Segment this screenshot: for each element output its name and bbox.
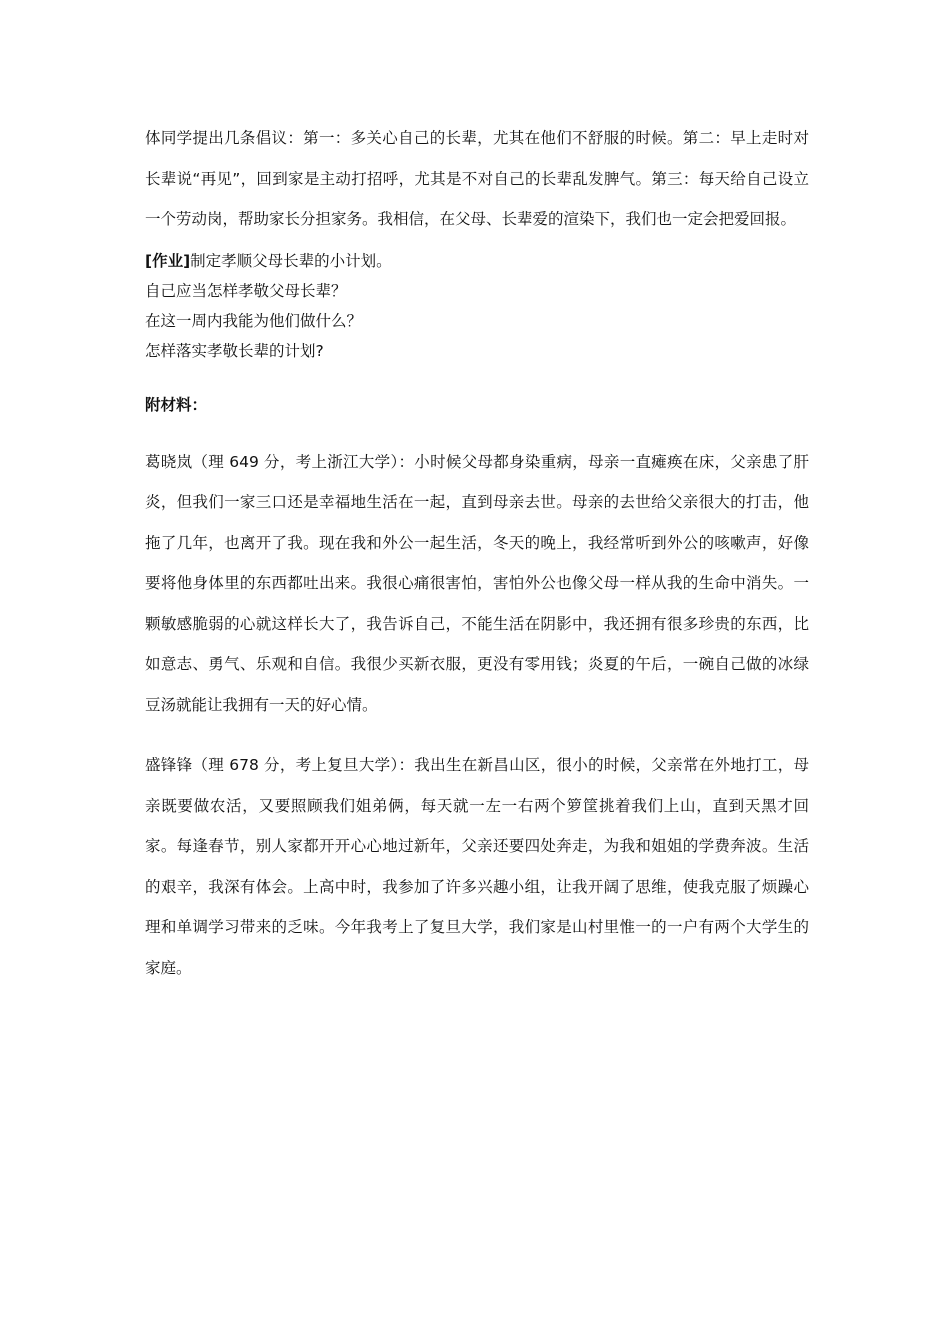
homework-label: [作业] — [145, 251, 191, 270]
homework-text: 制定孝顺父母长辈的小计划。 — [190, 251, 392, 270]
story-paragraph: 葛晓岚（理 649 分，考上浙江大学）：小时候父母都身染重病，母亲一直瘫痪在床，父亲患了肝炎，但我们一家三口还是幸福地生活在一起，直到母亲去世。母亲的去世给父亲很大的打击，他拖了几年，也离开了我。现在我和外公一起生活，冬天的晚上，我经常听到外公的咳嗽声，好像要将他身体里的东西都吐出来。我很心痛很害怕，害怕外公也像父母一样从我的生命中消失。一颗敏感脆弱的心就这样长大了，我告诉自己，不能生活在阴影中，我还拥有很多珍贵的东西，比如意志、勇气、乐观和自信。我很少买新衣服，更没有零用钱；炎夏的午后，一碗自己做的冰绿豆汤就能让我拥有一天的好心情。 — [145, 452, 809, 714]
story-paragraph: 盛锋锋（理 678 分，考上复旦大学）：我出生在新昌山区，很小的时候，父亲常在外地打工，母亲既要做农活，又要照顾我们姐弟俩，每天就一左一右两个箩筐挑着我们上山，直到天黑才回家。每逢春节，别人家都开开心心地过新年，父亲还要四处奔走，为我和姐姐的学费奔波。生活的艰辛，我深有体会。上高中时，我参加了许多兴趣小组，让我开阔了思维，使我克服了烦躁心理和单调学习带来的乏味。今年我考上了复旦大学，我们家是山村里惟一的一户有两个大学生的家庭。 — [145, 756, 809, 977]
question-line: 怎样落实孝敬长辈的计划? — [145, 341, 324, 360]
question-line: 在这一周内我能为他们做什么？ — [145, 311, 363, 330]
document-page — [145, 118, 809, 988]
question-line: 自己应当怎样孝敬父母长辈？ — [145, 281, 347, 300]
homework-line — [145, 246, 809, 276]
appendix-heading: 附材料： — [145, 395, 208, 414]
intro-paragraph: 体同学提出几条倡议：第一：多关心自己的长辈，尤其在他们不舒服的时候。第二：早上走时对长辈说“再见”，回到家是主动打招呼，尤其是不对自己的长辈乱发脾气。第三：每天给自己设立一个劳动岗，帮助家长分担家务。我相信，在父母、长辈爱的渲染下，我们也一定会把爱回报。 — [145, 129, 809, 228]
